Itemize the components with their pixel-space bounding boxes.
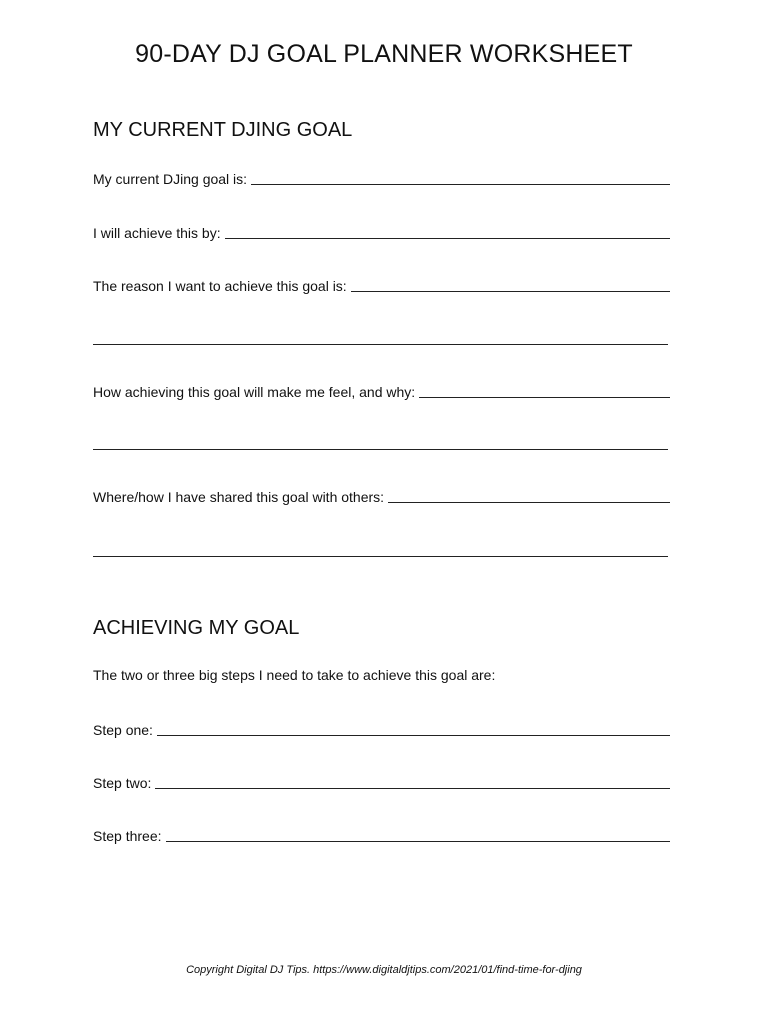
achieve-by-line[interactable] [225, 224, 670, 239]
feel-label: How achieving this goal will make me feel, and why: [93, 384, 416, 400]
current-goal-field[interactable] [93, 166, 670, 188]
feel-continuation-line[interactable] [93, 449, 668, 450]
shared-continuation-line[interactable] [93, 556, 668, 557]
step-three-field[interactable] [93, 823, 670, 845]
reason-continuation-line[interactable] [93, 344, 668, 345]
section-heading-current-goal: MY CURRENT DJING GOAL [93, 119, 353, 141]
current-goal-label: My current DJing goal is: [93, 171, 248, 187]
reason-line[interactable] [351, 277, 670, 292]
achieve-by-label: I will achieve this by: [93, 225, 221, 241]
reason-field[interactable] [93, 273, 670, 295]
step-one-label: Step one: [93, 722, 153, 738]
copyright-footer: Copyright Digital DJ Tips. https://www.digitaldjtips.com/2021/01/find-time-for-djing [186, 964, 582, 976]
step-one-field[interactable] [93, 717, 670, 739]
step-three-label: Step three: [93, 828, 162, 844]
step-two-field[interactable] [93, 770, 670, 792]
shared-field[interactable] [93, 484, 670, 506]
step-three-line[interactable] [166, 827, 671, 842]
reason-label: The reason I want to achieve this goal is: [93, 278, 347, 294]
page-title: 90-DAY DJ GOAL PLANNER WORKSHEET [135, 40, 633, 68]
step-two-line[interactable] [155, 774, 670, 789]
step-two-label: Step two: [93, 775, 152, 791]
feel-line[interactable] [419, 383, 670, 398]
step-one-line[interactable] [157, 721, 670, 736]
achieve-by-field[interactable] [93, 220, 670, 242]
current-goal-line[interactable] [251, 170, 670, 185]
steps-intro: The two or three big steps I need to take to achieve this goal are: [93, 667, 496, 683]
section-heading-achieving-goal: ACHIEVING MY GOAL [93, 617, 300, 639]
feel-field[interactable] [93, 379, 670, 401]
shared-line[interactable] [388, 488, 670, 503]
shared-label: Where/how I have shared this goal with others: [93, 489, 385, 505]
